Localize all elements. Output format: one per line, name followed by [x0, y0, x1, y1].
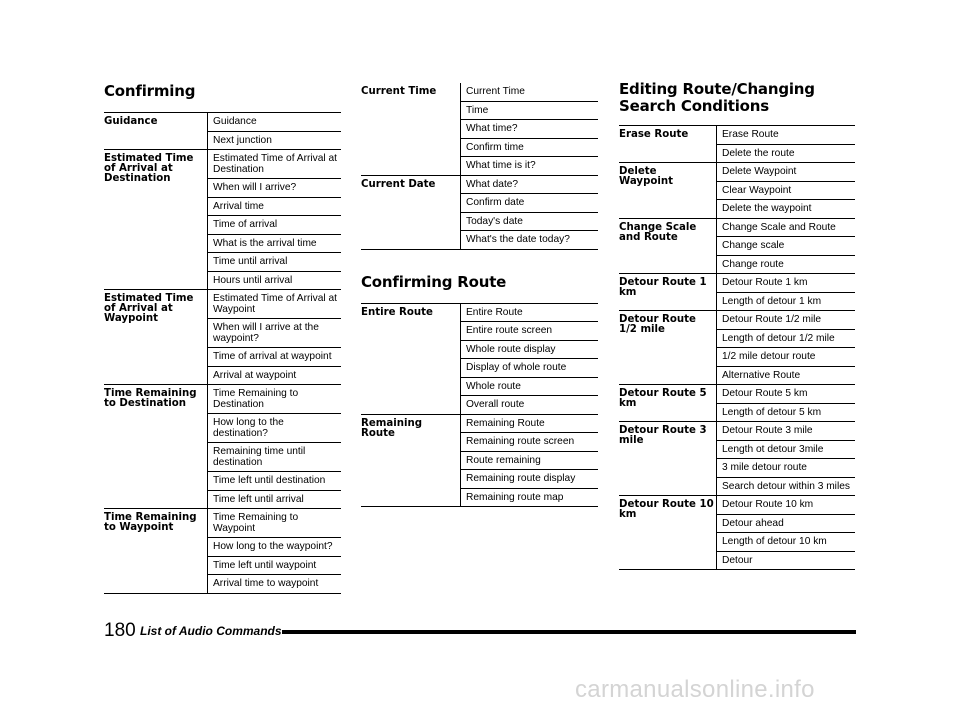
command-group — [619, 274, 855, 311]
command-option: Remaining route display — [461, 470, 598, 489]
command-options — [716, 422, 855, 495]
command-option: 3 mile detour route — [717, 459, 855, 478]
command-option: Delete the route — [722, 147, 795, 159]
command-group — [361, 83, 598, 176]
command-options — [207, 385, 341, 508]
command-option: What time is it? — [466, 160, 536, 171]
command-option: Arrival time — [208, 198, 341, 217]
command-group — [619, 126, 855, 163]
command-options — [716, 163, 855, 218]
command-term: Guidance — [104, 116, 158, 127]
command-term: Detour Route 5 km — [619, 388, 707, 409]
command-option: Remaining route screen — [461, 433, 598, 452]
command-option: Delete the waypoint — [722, 203, 812, 214]
command-option: Time of arrival — [208, 216, 341, 235]
command-option: Clear Waypoint — [717, 182, 855, 201]
command-group — [104, 113, 341, 150]
section-title-editing-route: Editing Route/Changing Search Conditions — [619, 80, 815, 115]
page-number: 180 — [104, 620, 136, 641]
command-option: Route remaining — [461, 452, 598, 471]
command-option: Arrival time to waypoint — [213, 578, 319, 589]
command-option: Detour Route 3 mile — [717, 422, 855, 441]
command-option: Remaining time until destination — [208, 443, 341, 472]
command-options — [460, 304, 598, 414]
section-title-confirming-route: Confirming Route — [361, 272, 507, 291]
command-term: Estimated Time of Arrival at Waypoint — [104, 293, 194, 324]
command-option: Estimated Time of Arrival at Destination — [208, 150, 341, 179]
command-option: Current Time — [461, 83, 598, 102]
command-option: What time? — [461, 120, 598, 139]
command-option: Change scale — [717, 237, 855, 256]
command-option: When will I arrive? — [208, 179, 341, 198]
command-option: Estimated Time of Arrival at Waypoint — [208, 290, 341, 319]
command-option: Length ot detour 3mile — [717, 441, 855, 460]
command-option: Change route — [722, 258, 784, 270]
command-group — [104, 385, 341, 509]
command-option: How long to the waypoint? — [208, 538, 341, 557]
command-option: Change Scale and Route — [717, 219, 855, 238]
command-options — [460, 83, 598, 175]
command-option: Search detour within 3 miles — [722, 480, 850, 492]
command-option: Time left until arrival — [213, 493, 304, 505]
command-option: Next junction — [213, 134, 272, 146]
command-options — [460, 415, 598, 507]
command-term: Detour Route 1/2 mile — [619, 314, 696, 335]
command-option: Time Remaining to Destination — [208, 385, 341, 414]
command-options — [716, 219, 855, 274]
command-option: Time of arrival at waypoint — [208, 348, 341, 367]
command-table-route — [361, 303, 598, 508]
command-group — [619, 422, 855, 496]
command-term: Detour Route 10 km — [619, 499, 714, 520]
command-option: Whole route display — [461, 341, 598, 360]
footer-rule — [282, 630, 856, 634]
command-option: Display of whole route — [461, 359, 598, 378]
command-option: How long to the destination? — [208, 414, 341, 443]
command-option: Detour Route 1/2 mile — [717, 311, 855, 330]
footer-title: List of Audio Commands — [140, 624, 282, 638]
command-option: 1/2 mile detour route — [717, 348, 855, 367]
command-option: Alternative Route — [722, 369, 801, 381]
command-term: Time Remaining to Destination — [104, 388, 197, 409]
watermark: carmanualsonline.info — [575, 676, 815, 703]
command-options — [716, 126, 855, 162]
command-option: Time left until waypoint — [208, 557, 341, 576]
command-group — [104, 290, 341, 385]
command-term: Remaining Route — [361, 417, 423, 439]
command-option: Hours until arrival — [213, 274, 293, 286]
command-option: Time Remaining to Waypoint — [208, 509, 341, 538]
command-option: Today's date — [461, 213, 598, 232]
command-term: Current Time — [361, 86, 437, 97]
command-option: Confirm time — [461, 139, 598, 158]
command-term: Estimated Time of Arrival at Destination — [104, 153, 194, 184]
command-term: Detour Route 1 km — [619, 277, 707, 298]
command-option: Time left until destination — [208, 472, 341, 491]
command-option: Length of detour 5 km — [722, 406, 822, 418]
command-option: Entire Route — [461, 304, 598, 323]
command-option: Time until arrival — [208, 253, 341, 272]
command-options — [716, 274, 855, 310]
command-group — [361, 304, 598, 415]
command-option: What date? — [461, 176, 598, 195]
command-options — [207, 509, 341, 593]
column-confirming — [104, 83, 341, 594]
command-option: What is the arrival time — [208, 235, 341, 254]
command-table-confirming — [104, 112, 341, 594]
command-option: Remaining Route — [461, 415, 598, 434]
command-option: Detour Route 5 km — [717, 385, 855, 404]
command-term: Delete Waypoint — [619, 166, 673, 187]
command-options — [716, 311, 855, 384]
command-option: Guidance — [208, 113, 341, 132]
command-option: Detour — [722, 554, 753, 566]
command-table-time — [361, 83, 598, 250]
command-group — [619, 385, 855, 422]
command-term: Time Remaining to Waypoint — [104, 512, 197, 533]
column-time-route — [361, 83, 598, 507]
command-option: Remaining route map — [466, 491, 564, 503]
command-term: Current Date — [361, 178, 436, 190]
command-option: Confirm date — [461, 194, 598, 213]
command-option: Detour Route 1 km — [717, 274, 855, 293]
command-option: Detour ahead — [717, 515, 855, 534]
command-options — [207, 113, 341, 149]
command-option: Delete Waypoint — [717, 163, 855, 182]
command-option: Length of detour 10 km — [717, 533, 855, 552]
command-group — [361, 176, 598, 250]
column-editing-route — [619, 81, 855, 570]
command-options — [716, 385, 855, 421]
command-options — [207, 290, 341, 384]
command-option: Detour Route 10 km — [717, 496, 855, 515]
command-group — [619, 311, 855, 385]
command-option: Entire route screen — [461, 322, 598, 341]
command-option: Time — [461, 102, 598, 121]
command-term: Detour Route 3 mile — [619, 425, 707, 446]
command-option: Length of detour 1/2 mile — [717, 330, 855, 349]
command-term: Erase Route — [619, 129, 689, 140]
section-title-confirming: Confirming — [104, 82, 196, 100]
command-term: Change Scale and Route — [619, 221, 697, 243]
command-group — [619, 219, 855, 275]
command-group — [619, 496, 855, 570]
command-options — [460, 176, 598, 249]
command-group — [104, 150, 341, 290]
command-option: Length of detour 1 km — [722, 295, 822, 307]
command-option: When will I arrive at the waypoint? — [208, 319, 341, 348]
command-group — [619, 163, 855, 219]
command-option: Overall route — [466, 399, 525, 410]
command-option: Whole route — [461, 378, 598, 397]
command-options — [716, 496, 855, 569]
command-option: What's the date today? — [466, 234, 570, 245]
command-option: Arrival at waypoint — [213, 369, 297, 381]
command-term: Entire Route — [361, 306, 433, 318]
command-group — [104, 509, 341, 594]
command-table-editing — [619, 125, 855, 570]
command-option: Erase Route — [717, 126, 855, 145]
command-options — [207, 150, 341, 289]
command-group — [361, 415, 598, 508]
